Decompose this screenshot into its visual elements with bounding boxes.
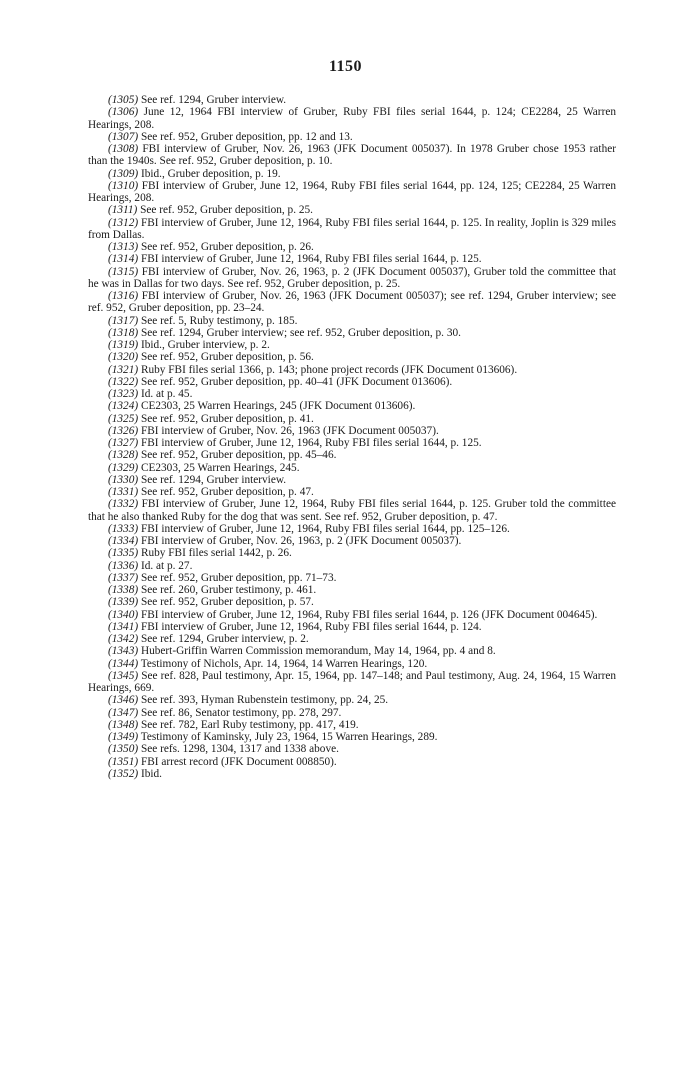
footnote [88,731,616,743]
footnote-text: See ref. 5, Ruby testimony, p. 185. [140,314,298,327]
footnote [88,131,616,143]
footnote [88,339,616,351]
footnote [88,94,616,106]
footnote [88,253,616,265]
footnote [88,449,616,461]
footnote-number: (1340) [108,608,139,621]
footnote-number: (1336) [108,559,139,572]
footnote-number: (1320) [108,351,139,364]
footnote-number: (1351) [108,755,139,768]
footnote-text: FBI interview of Gruber, Nov. 26, 1963 (JFK Document 005037). In 1978 Gruber chose 1953 rather than the 1940s. See ref. 952, Gruber deposition, p. 10. [88,143,616,168]
footnote-number: (1308) [108,143,139,155]
footnote [88,327,616,339]
footnote-text: See ref. 952, Gruber deposition, p. 47. [140,486,314,498]
footnote-number: (1331) [108,486,139,498]
footnote-number: (1309) [108,167,139,180]
footnote-text: Hubert-Griffin Warren Commission memorandum, May 14, 1964, pp. 4 and 8. [140,645,496,658]
footnote-text: Ibid., Gruber deposition, p. 19. [140,167,281,180]
footnote-text: FBI interview of Gruber, June 12, 1964, Ruby FBI files serial 1644, p. 125. Gruber told the committee that he also thanked Ruby for the dog that was sent. See ref. 952, Gruber deposition, p. 47. [88,498,616,523]
footnote [88,400,616,412]
footnote-number: (1322) [108,375,139,388]
footnote-number: (1318) [108,326,139,339]
footnote [88,168,616,180]
footnote [88,106,616,131]
footnote [88,437,616,449]
footnote [88,364,616,376]
footnote [88,535,616,547]
footnote-text: FBI interview of Gruber, June 12, 1964, Ruby FBI files serial 1644, pp. 124, 125; CE2284, 25 Warren Hearings, 208. [88,179,616,204]
footnote-text: See ref. 1294, Gruber interview; see ref. 952, Gruber deposition, p. 30. [140,326,461,339]
footnote-number: (1326) [108,424,139,437]
footnote-number: (1330) [108,473,139,486]
footnote-text: See ref. 952, Gruber deposition, pp. 71–73. [140,571,337,584]
footnote-text: See ref. 952, Gruber deposition, pp. 40–41 (JFK Document 013606). [140,375,453,388]
footnote-text: See ref. 952, Gruber deposition, pp. 12 and 13. [140,130,353,143]
footnote [88,572,616,584]
footnote-number: (1339) [108,596,139,609]
footnote-number: (1312) [108,216,139,229]
footnote [88,609,616,621]
footnote-text: Testimony of Nichols, Apr. 14, 1964, 14 Warren Hearings, 120. [140,657,428,670]
footnote-text: Ruby FBI files serial 1366, p. 143; phone project records (JFK Document 013606). [140,363,518,376]
footnote-text: See ref. 952, Gruber deposition, pp. 45–46. [140,449,337,462]
footnote-text: FBI interview of Gruber, June 12, 1964, Ruby FBI files serial 1644, p. 125. [140,437,482,449]
footnote-text: See ref. 952, Gruber deposition, p. 57. [140,596,314,609]
footnote-text: Testimony of Kaminsky, July 23, 1964, 15 Warren Hearings, 289. [140,731,438,743]
footnote-number: (1316) [108,290,139,302]
footnote-text: See ref. 782, Earl Ruby testimony, pp. 417, 419. [140,718,359,731]
footnote-number: (1325) [108,412,139,425]
footnote [88,413,616,425]
footnote-text: Ruby FBI files serial 1442, p. 26. [140,547,292,560]
footnote-text: June 12, 1964 FBI interview of Gruber, Ruby FBI files serial 1644, p. 124; CE2284, 25 Warren Hearings, 208. [88,106,616,131]
page-number: 1150 [328,58,363,75]
footnote [88,633,616,645]
footnote-number: (1317) [108,314,139,327]
footnote [88,743,616,755]
footnote [88,694,616,706]
footnote-text: See ref. 952, Gruber deposition, p. 26. [140,241,314,253]
footnote-text: See refs. 1298, 1304, 1317 and 1338 above. [140,743,339,756]
footnote-number: (1321) [108,363,139,376]
footnote-number: (1323) [108,388,139,400]
footnote-number: (1337) [108,571,139,584]
footnote [88,204,616,216]
footnote-text: See ref. 393, Hyman Rubenstein testimony, pp. 24, 25. [140,694,389,707]
footnote-text: FBI interview of Gruber, Nov. 26, 1963 (JFK Document 005037); see ref. 1294, Gruber interview; see ref. 952, Gruber deposition, pp. 23–24. [88,290,616,315]
footnote [88,584,616,596]
footnote-text: FBI interview of Gruber, June 12, 1964, Ruby FBI files serial 1644, p. 124. [140,620,482,633]
footnote [88,719,616,731]
footnote [88,621,616,633]
footnote-number: (1350) [108,743,139,756]
footnote [88,266,616,291]
footnote-number: (1334) [108,535,139,547]
footnote-number: (1314) [108,253,139,266]
footnote [88,756,616,768]
footnote-text: FBI interview of Gruber, June 12, 1964, Ruby FBI files serial 1644, p. 126 (JFK Document 004645). [140,608,598,621]
footnote-text: CE2303, 25 Warren Hearings, 245. [140,461,300,474]
footnote-text: Ibid., Gruber interview, p. 2. [140,339,270,351]
footnote-text: Id. at p. 45. [140,388,193,400]
footnote-number: (1344) [108,657,139,670]
footnote [88,351,616,363]
footnote-number: (1315) [108,265,139,278]
footnote-text: See ref. 1294, Gruber interview. [140,94,287,106]
footnote-text: FBI interview of Gruber, Nov. 26, 1963, p. 2 (JFK Document 005037). [140,535,462,547]
footnote-number: (1329) [108,461,139,474]
footnote-number: (1319) [108,339,139,351]
footnote-text: FBI interview of Gruber, June 12, 1964, Ruby FBI files serial 1644, p. 125. [140,253,482,266]
footnote-text: See ref. 1294, Gruber interview, p. 2. [140,633,309,645]
footnote [88,670,616,695]
footnote [88,523,616,535]
footnote-number: (1324) [108,400,139,413]
footnote [88,560,616,572]
footnote [88,425,616,437]
footnote-text: See ref. 1294, Gruber interview. [140,473,287,486]
footnote [88,474,616,486]
footnote-text: See ref. 260, Gruber testimony, p. 461. [140,584,317,596]
footnote-text: FBI arrest record (JFK Document 008850). [140,755,337,768]
footnote [88,388,616,400]
footnote-number: (1352) [108,767,139,780]
footnote-number: (1335) [108,547,139,560]
footnote-text: FBI interview of Gruber, June 12, 1964, Ruby FBI files serial 1644, p. 125. In reality, Joplin is 329 miles from Dallas. [88,216,616,241]
footnote [88,486,616,498]
footnote-number: (1310) [108,179,139,192]
footnote-text: Ibid. [140,767,162,780]
footnote-text: FBI interview of Gruber, Nov. 26, 1963, p. 2 (JFK Document 005037), Gruber told the committee that he was in Dallas for two days. See ref. 952, Gruber deposition, p. 25. [88,265,616,290]
footnote-number: (1328) [108,449,139,462]
footnote-number: (1348) [108,718,139,731]
footnote [88,290,616,315]
footnote [88,768,616,780]
footnote [88,658,616,670]
footnote-number: (1338) [108,584,139,596]
footnote-number: (1342) [108,633,139,645]
footnote-text: CE2303, 25 Warren Hearings, 245 (JFK Document 013606). [140,400,416,413]
footnote-text: See ref. 952, Gruber deposition, p. 56. [140,351,314,364]
footnote-text: See ref. 952, Gruber deposition, p. 25. [140,204,313,217]
footnote-text: FBI interview of Gruber, June 12, 1964, Ruby FBI files serial 1644, pp. 125–126. [140,522,510,535]
footnote-text: Id. at p. 27. [140,559,193,572]
footnote-number: (1333) [108,522,139,535]
footnote [88,498,616,523]
footnote [88,217,616,242]
footnote [88,315,616,327]
footnote-number: (1311) [108,204,138,217]
footnote-text: FBI interview of Gruber, Nov. 26, 1963 (JFK Document 005037). [140,424,439,437]
footnote-number: (1341) [108,620,139,633]
footnote [88,462,616,474]
footnote-number: (1343) [108,645,139,658]
footnote [88,376,616,388]
footnote-number: (1332) [108,498,139,511]
footnote-text: See ref. 828, Paul testimony, Apr. 15, 1964, pp. 147–148; and Paul testimony, Aug. 24, 1964, 15 Warren Hearings, 669. [88,669,616,694]
footnote-number: (1327) [108,437,139,449]
footnote-number: (1346) [108,694,139,707]
footnote [88,645,616,657]
footnote [88,547,616,559]
footnote-number: (1349) [108,731,139,743]
footnote-number: (1347) [108,706,139,719]
footnote-number: (1313) [108,241,139,253]
footnote-number: (1307) [108,130,139,143]
footnote [88,707,616,719]
footnote [88,143,616,168]
footnote-text: See ref. 952, Gruber deposition, p. 41. [140,412,314,425]
footnote [88,180,616,205]
footnote-text: See ref. 86, Senator testimony, pp. 278, 297. [140,706,342,719]
footnote [88,241,616,253]
footnote-number: (1306) [108,106,139,119]
footnote-number: (1345) [108,669,139,682]
footnote [88,596,616,608]
footnote-number: (1305) [108,94,139,106]
footnote-list [88,94,616,780]
